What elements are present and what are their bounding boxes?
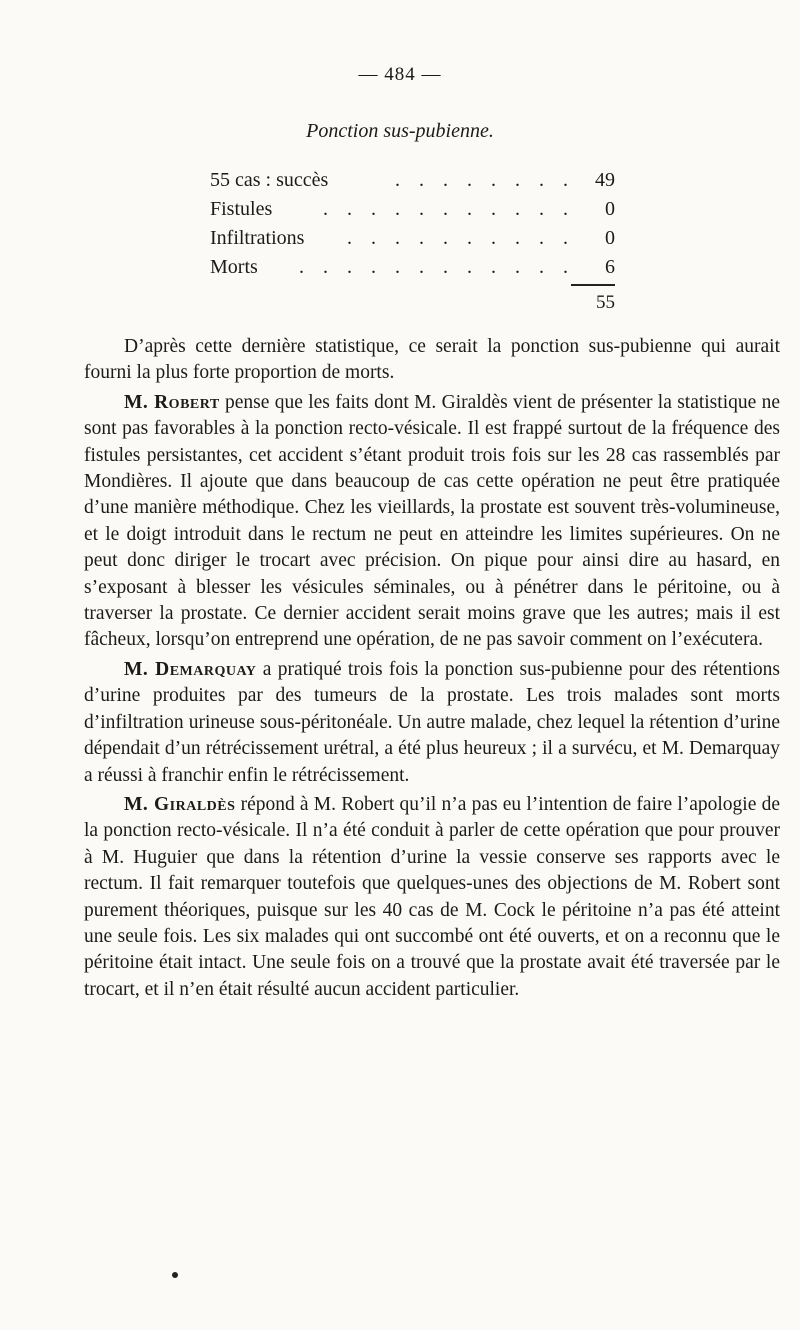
stat-label: Infiltrations <box>210 227 305 249</box>
paragraph <box>84 390 780 654</box>
stat-total: 55 <box>596 292 615 313</box>
stat-row-morts <box>210 253 615 282</box>
stat-row-fistules <box>210 195 615 224</box>
body-text <box>84 334 780 1006</box>
statistics-table <box>210 166 615 313</box>
stat-label: Morts <box>210 256 258 278</box>
stat-label: 55 cas : succès <box>210 169 329 191</box>
paragraph-text: répond à M. Robert qu’il n’a pas eu l’intention de faire l’apologie de la ponction recto-vésicale. Il n’a été conduit à parler de cette opération que pour prouver à M. Huguier que dans la rétention d’urine la vessie conserve ses rapports avec le rectum. Il fait remarquer toutefois que quelques-unes des objections de M. Robert sont purement théoriques, puisque sur les 40 cas de M. Cock le péritoine n’a pas été atteint une seule fois. Les six malades qui ont succombé ont été ouverts, et on a reconnu que le péritoine était intact. Une seule fois on a trouvé que la prostate avait été traversée par le trocart, et il n’en était résulté aucun accident particulier. <box>84 793 780 1000</box>
stat-row-infiltrations <box>210 224 615 253</box>
paragraph-text: D’après cette dernière statistique, ce serait la ponction sus-pubienne qui aurait fourni la plus forte proportion de morts. <box>84 336 780 384</box>
speaker-name: M. Robert <box>124 391 220 413</box>
ink-dot <box>172 1272 178 1278</box>
stat-label: Fistules <box>210 198 273 220</box>
leader-dots: . . . . . . . . . . . <box>323 198 575 220</box>
leader-dots: . . . . . . . . . . <box>347 227 575 249</box>
stat-row-success <box>210 166 615 195</box>
sum-rule <box>571 284 615 286</box>
stat-value: 49 <box>595 169 615 191</box>
paragraph-text: a pratiqué trois fois la ponction sus-pubienne pour des rétentions d’urine produites par des tumeurs de la prostate. Les trois malades sont morts d’infiltration urineuse sous-péritonéale. Un autre malade, chez lequel la rétention d’urine dépendait d’un rétrécissement urétral, a été plus heureux ; il a survécu, et M. Demarquay a réussi à franchir enfin le rétrécissement. <box>84 658 780 786</box>
paragraph <box>84 334 780 387</box>
speaker-name: M. Demarquay <box>124 658 257 680</box>
paragraph-text: pense que les faits dont M. Giraldès vient de présenter la statistique ne sont pas favorables à la ponction recto-vésicale. Il est frappé surtout de la fréquence des fistules persistantes, cet accident s’étant produit trois fois sur les 28 cas rassemblés par Mondières. Il ajoute que dans beaucoup de cas cette opération ne peut être pratiquée d’une manière méthodique. Chez les vieillards, la prostate est souvent très-volumineuse, et le doigt introduit dans le rectum ne peut en atteindre les limites supérieures. On ne peut donc diriger le trocart avec précision. On pique pour ainsi dire au hasard, en s’exposant à blesser les vésicules séminales, ou à pénétrer dans le péritoine, ou à traverser la prostate. Ce dernier accident serait moins grave que les autres; mais il est fâcheux, lorsqu’on entreprend une opération, de ne pas savoir comment on l’exécutera. <box>84 391 780 651</box>
section-title: Ponction sus-pubienne. <box>306 120 494 142</box>
paragraph <box>84 657 780 789</box>
stat-value: 0 <box>605 198 615 220</box>
leader-dots: . . . . . . . . <box>395 169 575 191</box>
leader-dots: . . . . . . . . . . . . <box>299 256 575 278</box>
paragraph <box>84 792 780 1003</box>
stat-value: 0 <box>605 227 615 249</box>
page-number: — 484 — <box>358 64 442 85</box>
speaker-name: M. Giraldès <box>124 793 236 815</box>
stat-value: 6 <box>605 256 615 278</box>
